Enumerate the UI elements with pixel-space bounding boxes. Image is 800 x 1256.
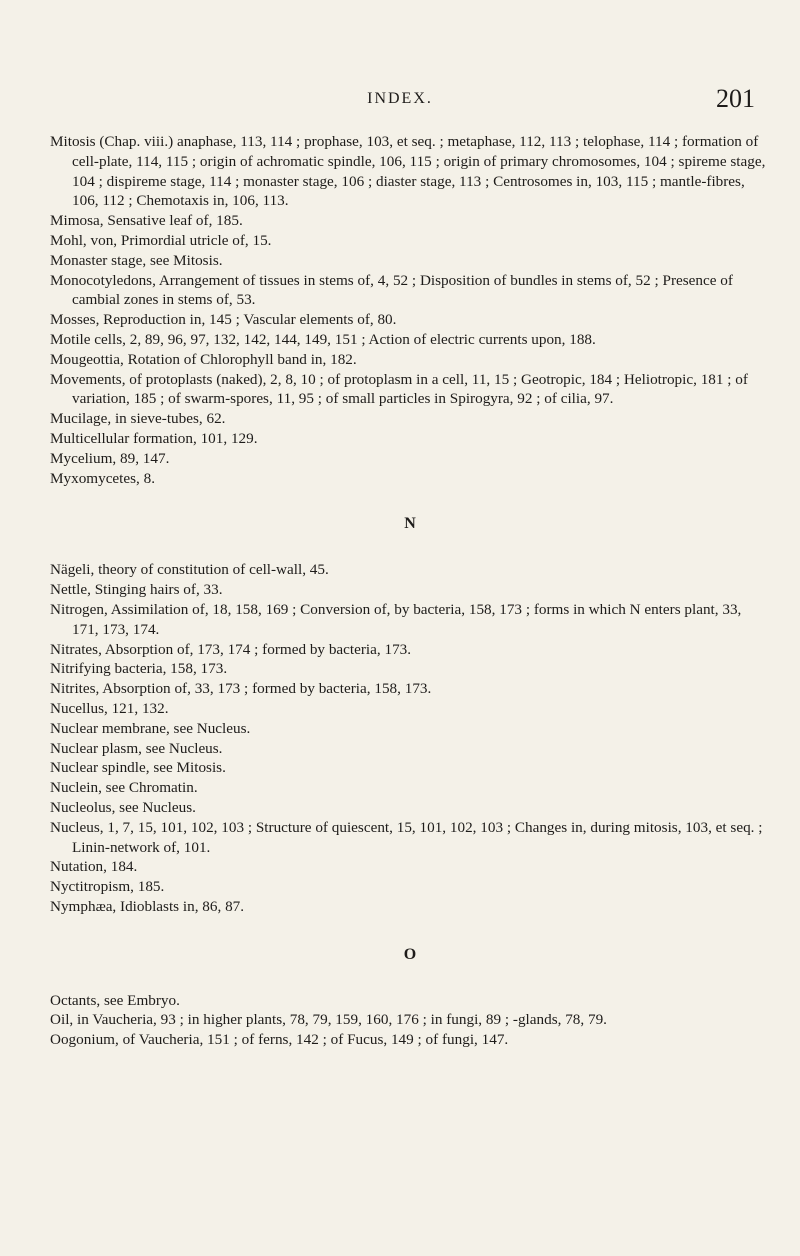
index-entry-nitrogen: Nitrogen, Assimilation of, 18, 158, 169 ; Conversion of, by bacteria, 158, 173 ; forms in which N enters plant, 33, 171, 173, 174. <box>50 600 742 638</box>
index-entry-nuclear-membrane: Nuclear membrane, see Nucleus. <box>50 719 251 737</box>
index-entry-mohl: Mohl, von, Primordial utricle of, 15. <box>50 231 272 249</box>
index-entry-mitosis: Mitosis (Chap. viii.) anaphase, 113, 114 ; prophase, 103, et seq. ; metaphase, 112, 113 ; telophase, 114 ; formation of cell-plate, 114, 115 ; origin of achromatic spindle, 106, 115 ; origin of primary chromosomes, 104 ; spireme stage, 104 ; dispireme stage, 114 ; monaster stage, 106 ; diaster stage, 113 ; Centrosomes in, 103, 115 ; mantle-fibres, 106, 112 ; Chemotaxis in, 106, 113. <box>50 133 766 210</box>
index-content <box>50 132 770 1050</box>
index-entry-mosses: Mosses, Reproduction in, 145 ; Vascular elements of, 80. <box>50 311 397 329</box>
index-entry-multicellular: Multicellular formation, 101, 129. <box>50 429 258 447</box>
index-entry-mucilage: Mucilage, in sieve-tubes, 62. <box>50 410 226 428</box>
index-entry-mimosa: Mimosa, Sensative leaf of, 185. <box>50 212 243 230</box>
index-entry-nuclein: Nuclein, see Chromatin. <box>50 779 198 797</box>
index-entry-nettle: Nettle, Stinging hairs of, 33. <box>50 581 223 599</box>
index-entry-nuclear-spindle: Nuclear spindle, see Mitosis. <box>50 759 226 777</box>
index-entry-nyctitropism: Nyctitropism, 185. <box>50 878 165 896</box>
index-entry-nucleus: Nucleus, 1, 7, 15, 101, 102, 103 ; Structure of quiescent, 15, 101, 102, 103 ; Changes in, during mitosis, 103, et seq. ; Linin-network of, 101. <box>50 818 763 856</box>
index-entry-motile-cells: Motile cells, 2, 89, 96, 97, 132, 142, 144, 149, 151 ; Action of electric currents upon, 188. <box>50 330 596 348</box>
index-entry-nitrates: Nitrates, Absorption of, 173, 174 ; formed by bacteria, 173. <box>50 640 412 658</box>
index-entry-nucleolus: Nucleolus, see Nucleus. <box>50 798 196 816</box>
page-number: 201 <box>716 84 755 113</box>
page-header <box>0 84 800 120</box>
section-heading-o: O <box>403 945 417 963</box>
section-heading-n: N <box>404 515 416 533</box>
index-entry-octants: Octants, see Embryo. <box>50 991 180 1009</box>
index-entry-nitrites: Nitrites, Absorption of, 33, 173 ; formed by bacteria, 158, 173. <box>50 680 432 698</box>
index-entry-myxomycetes: Myxomycetes, 8. <box>50 469 156 487</box>
index-entry-nageli: Nägeli, theory of constitution of cell-wall, 45. <box>50 561 329 579</box>
running-title: INDEX. <box>367 90 433 107</box>
index-entry-monocotyledons: Monocotyledons, Arrangement of tissues in stems of, 4, 52 ; Disposition of bundles in stems of, 52 ; Presence of cambial zones in stems of, 53. <box>50 271 733 309</box>
index-entry-nitrifying: Nitrifying bacteria, 158, 173. <box>50 660 228 678</box>
index-entry-nymphaea: Nymphæa, Idioblasts in, 86, 87. <box>50 897 245 915</box>
index-entry-oil: Oil, in Vaucheria, 93 ; in higher plants, 78, 79, 159, 160, 176 ; in fungi, 89 ; -glands, 78, 79. <box>50 1011 607 1029</box>
index-entry-nucellus: Nucellus, 121, 132. <box>50 699 169 717</box>
index-entry-movements: Movements, of protoplasts (naked), 2, 8, 10 ; of protoplasm in a cell, 11, 15 ; Geotropic, 184 ; Heliotropic, 181 ; of variation, 185 ; of swarm-spores, 11, 95 ; of small particles in Spirogyra, 92 ; of cilia, 97. <box>50 370 748 408</box>
index-entry-oogonium: Oogonium, of Vaucheria, 151 ; of ferns, 142 ; of Fucus, 149 ; of fungi, 147. <box>50 1031 509 1049</box>
index-entry-nuclear-plasm: Nuclear plasm, see Nucleus. <box>50 739 223 757</box>
index-entry-mougeottia: Mougeottia, Rotation of Chlorophyll band in, 182. <box>50 350 357 368</box>
index-entry-monaster: Monaster stage, see Mitosis. <box>50 251 223 269</box>
index-entry-mycelium: Mycelium, 89, 147. <box>50 449 170 467</box>
index-entry-nutation: Nutation, 184. <box>50 858 138 876</box>
